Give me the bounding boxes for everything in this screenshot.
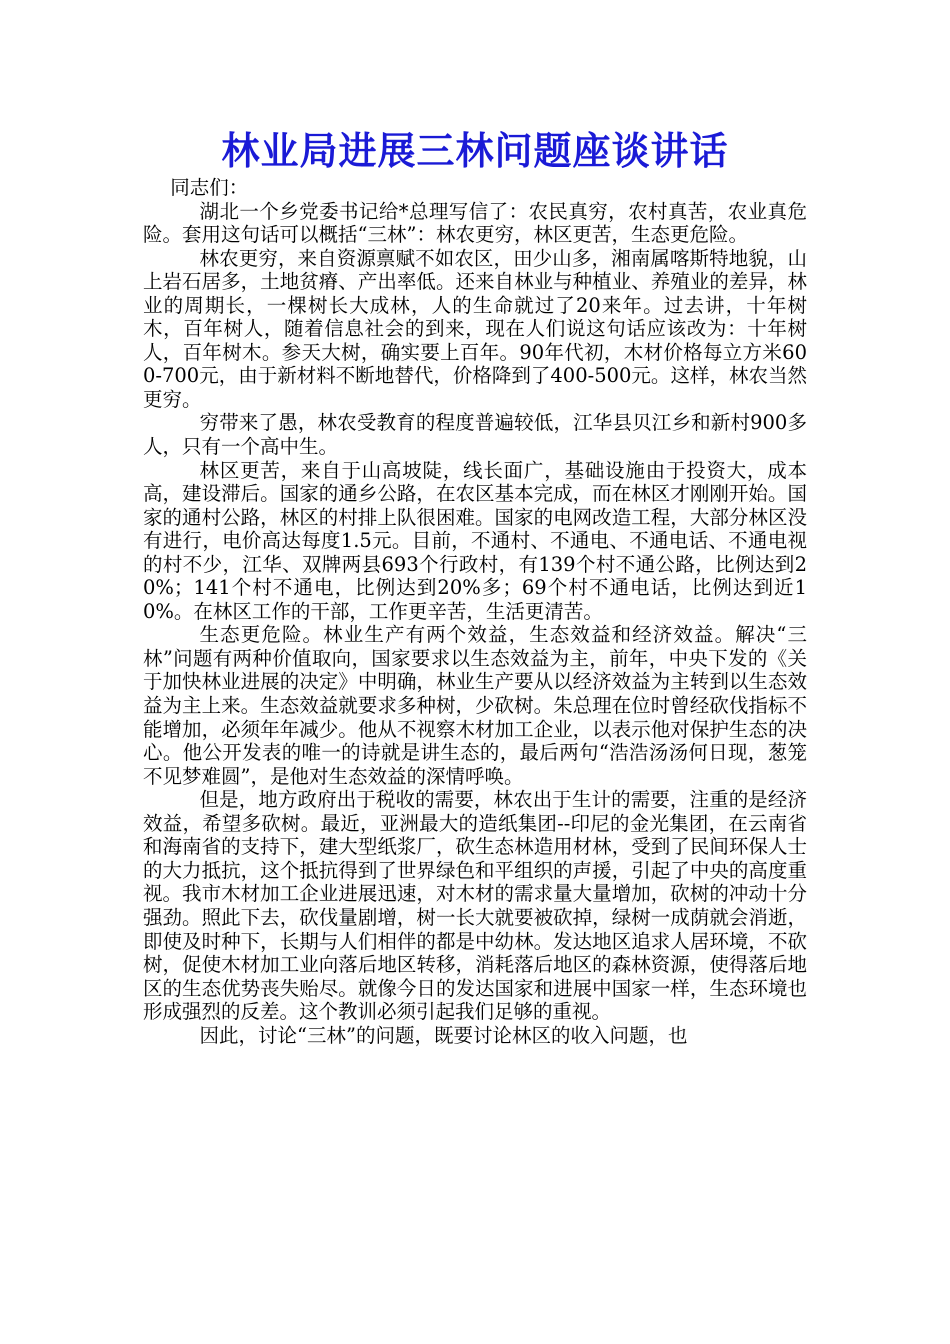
paragraph: 但是，地方政府出于税收的需要，林农出于生计的需要，注重的是经济效益，希望多砍树。最近，亚洲最大的造纸集团--印尼的金光集团，在云南省和海南省的支持下，建大型纸浆厂，砍生态林造用材林，受到了民间环保人士的大力抵抗，这个抵抗得到了世界绿色和平组织的声援，引起了中央的高度重视。我市木材加工企业进展迅速，对木材的需求量大量增加，砍树的冲动十分强劲。照此下去，砍伐量剧增，树一长大就要被砍掉，绿树一成荫就会消逝，即使及时种下，长期与人们相伴的都是中幼林。发达地区追求人居环境，不砍树，促使木材加工业向落后地区转移，消耗落后地区的森林资源，使得落后地区的生态优势丧失贻尽。就像今日的发达国家和进展中国家一样，生态环境也形成强烈的反差。这个教训必须引起我们足够的重视。 (143, 788, 807, 1024)
paragraph: 林区更苦，来自于山高坡陡，线长面广，基础设施由于投资大，成本高，建设滞后。国家的通乡公路，在农区基本完成，而在林区才刚刚开始。国家的通村公路，林区的村排上队很困难。国家的电网改造工程，大部分林区没有进行，电价高达每度1.5元。目前，不通村、不通电、不通电话、不通电视的村不少，江华、双牌两县693个行政村，有139个村不通公路，比例达到20%；141个村不通电，比例达到20%多；69个村不通电话，比例达到近10%。在林区工作的干部，工作更辛苦，生活更清苦。 (143, 458, 807, 623)
paragraph: 湖北一个乡党委书记给*总理写信了：农民真穷，农村真苦，农业真危险。套用这句话可以概括“三林”：林农更穷，林区更苦，生态更危险。 (143, 199, 807, 247)
document-body (143, 176, 807, 1047)
paragraph: 因此，讨论“三林”的问题，既要讨论林区的收入问题，也 (199, 1023, 688, 1047)
salutation: 同志们： (170, 176, 249, 199)
paragraph: 穷带来了愚，林农受教育的程度普遍较低，江华县贝江乡和新村900多人，只有一个高中生。 (143, 411, 807, 459)
paragraph: 林农更穷，来自资源禀赋不如农区，田少山多，湘南属喀斯特地貌，山上岩石居多，土地贫瘠、产出率低。还来自林业与种植业、养殖业的差异，林业的周期长，一棵树长大成林，人的生命就过了20来年。过去讲，十年树木，百年树人，随着信息社会的到来，现在人们说这句话应该改为：十年树人，百年树木。参天大树，确实要上百年。90年代初，木材价格每立方米600-700元，由于新材料不断地替代，价格降到了400-500元。这样，林农当然更穷。 (143, 246, 807, 411)
document-title: 林业局进展三林问题座谈讲话 (221, 128, 729, 173)
paragraph: 生态更危险。林业生产有两个效益，生态效益和经济效益。解决“三林”问题有两种价值取向，国家要求以生态效益为主，前年，中央下发的《关于加快林业进展的决定》中明确，林业生产要从以经济效益为主转到以生态效益为主上来。生态效益就要求多种树，少砍树。朱总理在位时曾经砍伐指标不能增加，必须年年减少。他从不视察木材加工企业，以表示他对保护生态的决心。他公开发表的唯一的诗就是讲生态的，最后两句“浩浩汤汤何日现，葱笼不见梦难圆”，是他对生态效益的深情呼唤。 (143, 623, 807, 788)
